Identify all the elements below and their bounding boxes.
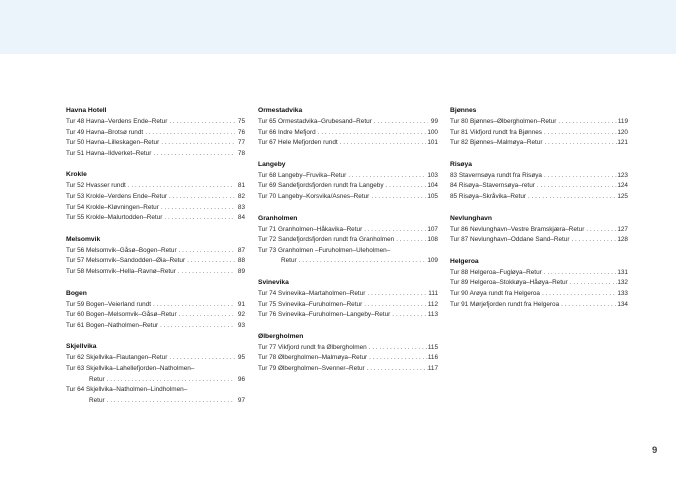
entry-page-number: 116 (427, 354, 438, 362)
entry-title: Tur 67 Hele Mefjorden rundt (258, 139, 338, 147)
toc-entry[interactable] (66, 138, 245, 149)
entry-title: Tur 79 Ølbergholmen–Svenner–Retur (258, 364, 365, 372)
entry-page-number: 76 (237, 128, 245, 136)
entry-page-number: 134 (617, 300, 628, 308)
entry-page-number: 124 (617, 182, 628, 190)
entry-title: Tur 81 Vikfjord rundt fra Bjønnes (450, 128, 542, 136)
dot-leader (526, 192, 617, 203)
entry-page-number: 87 (237, 246, 245, 254)
section-title: Bogen (66, 289, 87, 297)
toc-column-2 (258, 106, 438, 386)
toc-entry[interactable] (258, 128, 438, 139)
entry-page-number: 89 (237, 267, 245, 275)
toc-entry[interactable] (450, 117, 628, 128)
toc-entry[interactable] (450, 138, 628, 149)
dot-leader (159, 138, 235, 149)
toc-entry[interactable] (66, 364, 245, 385)
entry-title: Tur 72 Sandefjordsfjorden rundt fra Granholmen (258, 236, 395, 244)
entry-title-continued: Retur (281, 257, 297, 265)
entry-page-number: 96 (237, 375, 245, 383)
entry-page-number: 117 (427, 364, 438, 372)
toc-section (450, 257, 628, 310)
toc-entry[interactable] (258, 181, 438, 192)
entry-title: Tur 51 Havna–Ildverket–Retur (66, 149, 152, 157)
section-title: Nevlunghavn (450, 214, 492, 222)
entry-page-number: 92 (237, 311, 245, 319)
entry-page-number: 107 (427, 225, 438, 233)
entry-page-number: 108 (427, 236, 438, 244)
entry-title: Tur 56 Melsomvik–Gåsø–Bogen–Retur (66, 246, 177, 254)
toc-entry[interactable] (66, 246, 245, 257)
entry-page-number: 131 (617, 268, 628, 276)
dot-leader (338, 138, 428, 149)
entry-page-number: 88 (237, 257, 245, 265)
dot-leader (151, 300, 235, 311)
dot-leader (384, 181, 428, 192)
dot-leader (167, 192, 235, 203)
dot-leader (542, 268, 618, 279)
dot-leader (143, 128, 235, 139)
entry-title: Tur 61 Bogen–Natholmen–Retur (66, 321, 159, 329)
toc-entry[interactable] (258, 171, 438, 182)
dot-leader (346, 171, 427, 182)
dot-leader (365, 364, 428, 375)
toc-entry[interactable] (66, 310, 245, 321)
dot-leader (369, 192, 427, 203)
toc-section (258, 160, 438, 203)
toc-section (66, 235, 245, 278)
section-title: Helgeroa (450, 257, 479, 265)
toc-column-1 (66, 106, 245, 417)
entry-page-number: 83 (237, 203, 245, 211)
entry-title: Tur 50 Havna–Lilleskagen–Retur (66, 139, 160, 147)
entry-title: Tur 54 Krokle–Kløvningen–Retur (66, 203, 159, 211)
section-title: Risøya (450, 160, 472, 168)
entry-title: Tur 70 Langeby–Korsvika/Asnes–Retur (258, 192, 370, 200)
entry-page-number: 115 (427, 343, 438, 351)
entry-page-number: 105 (427, 192, 438, 200)
entry-title: Tur 82 Bjønnes–Malmøya–Retur (450, 139, 543, 147)
entry-title: Tur 89 Helgeroa–Stokkøya–Håøya–Retur (450, 279, 568, 287)
entry-title: Tur 48 Havna–Verdens Ende–Retur (66, 118, 168, 125)
entry-page-number: 101 (427, 139, 438, 147)
dot-leader (185, 256, 235, 267)
toc-section (66, 342, 245, 406)
section-title: Krokle (66, 171, 87, 179)
dot-leader (394, 235, 427, 246)
toc-section (258, 106, 438, 149)
entry-title: Tur 75 Svinevika–Furuholmen–Retur (258, 300, 363, 308)
entry-page-number: 93 (237, 321, 245, 329)
toc-entry[interactable] (258, 343, 438, 354)
entry-page-number: 111 (428, 289, 438, 297)
toc-entry[interactable] (66, 267, 245, 278)
entry-page-number: 125 (617, 192, 628, 200)
entry-page-number: 75 (237, 118, 245, 125)
entry-page-number: 103 (427, 171, 438, 179)
entry-page-number: 120 (617, 128, 628, 136)
entry-title: Tur 64 Skjellvika–Natholmen–Lindholmen– (66, 386, 188, 394)
toc-entry[interactable] (450, 171, 628, 182)
dot-leader (297, 256, 428, 267)
toc-entry[interactable] (258, 117, 438, 128)
toc-entry[interactable] (258, 353, 438, 364)
dot-leader (390, 310, 428, 321)
toc-section (258, 214, 438, 267)
entry-title: Tur 53 Krokle–Verdens Ende–Retur (66, 192, 168, 200)
toc-entry[interactable] (258, 310, 438, 321)
entry-title: Tur 62 Skjellvika–Flautangen–Retur (66, 354, 168, 362)
dot-leader (559, 300, 617, 311)
entry-page-number: 84 (237, 214, 245, 222)
dot-leader (151, 149, 235, 160)
toc-entry[interactable] (258, 138, 438, 149)
dot-leader (167, 353, 235, 364)
dot-leader (162, 213, 235, 224)
dot-leader (362, 225, 427, 236)
dot-leader (158, 321, 235, 332)
header-band (0, 0, 676, 54)
entry-page-number: 113 (427, 311, 438, 319)
toc-entry[interactable] (66, 300, 245, 311)
entry-page-number: 121 (617, 139, 628, 147)
entry-page-number: 104 (427, 182, 438, 190)
entry-page-number: 128 (617, 236, 628, 244)
toc-section (66, 170, 245, 223)
entry-page-number: 78 (237, 149, 245, 157)
toc-entry[interactable] (66, 128, 245, 139)
entry-page-number: 133 (617, 289, 628, 297)
toc-entry[interactable] (258, 289, 438, 300)
section-title: Langeby (258, 160, 286, 168)
section-title: Bjønnes (450, 107, 477, 114)
toc-entry[interactable] (258, 235, 438, 246)
toc-section (450, 214, 628, 246)
toc-entry[interactable] (258, 192, 438, 203)
dot-leader (584, 225, 617, 236)
entry-title: Tur 77 Vikfjord rundt fra Ølbergholmen (258, 343, 367, 351)
toc-entry[interactable] (258, 364, 438, 375)
dot-leader (105, 375, 235, 386)
entry-title: Tur 90 Arøya rundt fra Helgeroa (450, 289, 540, 297)
dot-leader (372, 117, 428, 128)
section-title: Svinevika (258, 278, 289, 286)
entry-title: Tur 59 Bogen–Veierland rundt (66, 300, 152, 308)
entry-page-number: 119 (617, 118, 628, 125)
toc-entry[interactable] (450, 181, 628, 192)
section-title: Melsomvik (66, 235, 101, 243)
dot-leader (542, 171, 617, 182)
toc-section (258, 278, 438, 321)
entry-title: Tur 87 Nevlunghavn–Oddane Sand–Retur (450, 236, 570, 244)
toc-section (450, 106, 628, 149)
toc-entry[interactable] (450, 225, 628, 236)
section-title: Havna Hotell (66, 107, 107, 114)
entry-page-number: 132 (617, 279, 628, 287)
entry-page-number: 77 (237, 139, 245, 147)
toc-entry[interactable] (66, 256, 245, 267)
toc-section (450, 160, 628, 203)
entry-title: 85 Risøya–Skråvika–Retur (450, 192, 527, 200)
dot-leader (535, 181, 617, 192)
entry-title: 83 Stavernsøya rundt fra Risøya (450, 171, 542, 179)
dot-leader (176, 267, 235, 278)
dot-leader (105, 396, 235, 407)
dot-leader (316, 128, 428, 139)
toc-entry[interactable] (66, 321, 245, 332)
toc-section (258, 332, 438, 375)
section-title: Ølbergholmen (258, 332, 304, 340)
entry-title: Tur 49 Havna–Brotsø rundt (66, 128, 144, 136)
dot-leader (568, 278, 618, 289)
dot-leader (177, 310, 235, 321)
entry-title: Tur 88 Helgeroa–Fugløya–Retur (450, 268, 542, 276)
entry-title: Tur 68 Langeby–Fruvika–Retur (258, 171, 347, 179)
toc-entry[interactable] (450, 289, 628, 300)
entry-page-number: 127 (617, 225, 628, 233)
dot-leader (365, 289, 428, 300)
entry-title: Tur 66 Indre Mefjord (258, 128, 316, 136)
section-title: Skjellvika (66, 343, 97, 351)
toc-entry[interactable] (66, 117, 245, 128)
toc-entry[interactable] (66, 181, 245, 192)
toc-column-3 (450, 106, 628, 321)
entry-page-number: 99 (430, 118, 438, 125)
entry-title: Tur 73 Granholmen –Furuholmen–Uleholmen– (258, 246, 391, 254)
dot-leader (159, 203, 235, 214)
dot-leader (362, 300, 428, 311)
entry-page-number: 112 (427, 300, 438, 308)
entry-page-number: 95 (237, 354, 245, 362)
toc-section (66, 106, 245, 159)
entry-title: Tur 55 Krokle–Malurtodden–Retur (66, 214, 163, 222)
entry-title: Tur 65 Ormestadvika–Grubesand–Retur (258, 118, 372, 125)
entry-title: 84 Risøya–Stavernsøya–retur (450, 182, 535, 190)
toc-entry[interactable] (66, 192, 245, 203)
dot-leader (570, 235, 618, 246)
toc-entry[interactable] (66, 203, 245, 214)
entry-title: Tur 91 Mørjefjorden rundt fra Helgeroa (450, 300, 560, 308)
entry-title: Tur 58 Melsomvik–Hella–Ravnø–Retur (66, 267, 176, 275)
entry-title: Tur 76 Svinevika–Furuholmen–Langeby–Retur (258, 311, 391, 319)
dot-leader (542, 128, 617, 139)
toc-entry[interactable] (66, 385, 245, 406)
entry-page-number: 97 (237, 396, 245, 404)
dot-leader (367, 353, 428, 364)
entry-title-continued: Retur (89, 396, 105, 404)
entry-page-number: 109 (427, 257, 438, 265)
dot-leader (367, 343, 428, 354)
entry-title: Tur 57 Melsomvik–Sandodden–Øia–Retur (66, 257, 186, 265)
section-title: Ormestadvika (258, 107, 303, 114)
toc-entry[interactable] (450, 128, 628, 139)
entry-title: Tur 63 Skjellvika–Lahellefjorden–Natholmen– (66, 364, 195, 372)
dot-leader (540, 289, 617, 300)
toc-entry[interactable] (450, 268, 628, 279)
entry-title: Tur 78 Ølbergholmen–Malmøya–Retur (258, 354, 368, 362)
dot-leader (126, 181, 235, 192)
toc-entry[interactable] (450, 278, 628, 289)
toc-entry[interactable] (66, 213, 245, 224)
entry-page-number: 81 (237, 182, 245, 190)
entry-title: Tur 60 Bogen–Melsomvik–Gåsø–Retur (66, 311, 177, 319)
toc-entry[interactable] (66, 353, 245, 364)
entry-page-number: 100 (427, 128, 438, 136)
entry-page-number: 123 (617, 171, 628, 179)
toc-entry[interactable] (258, 300, 438, 311)
toc-section (66, 289, 245, 332)
toc-entry[interactable] (258, 246, 438, 267)
entry-title: Tur 71 Granholmen–Håkavika–Retur (258, 225, 363, 233)
entry-title: Tur 80 Bjønnes–Ølbergholmen–Retur (450, 118, 557, 125)
entry-title: Tur 86 Nevlunghavn–Vestre Bramskjæra–Retur (450, 225, 585, 233)
dot-leader (542, 138, 617, 149)
page-number: 9 (652, 445, 658, 456)
toc-entry[interactable] (450, 235, 628, 246)
entry-page-number: 91 (237, 300, 245, 308)
entry-page-number: 82 (237, 192, 245, 200)
dot-leader (167, 117, 235, 128)
toc-entry[interactable] (66, 149, 245, 160)
dot-leader (556, 117, 617, 128)
entry-title-continued: Retur (89, 375, 105, 383)
toc-entry[interactable] (450, 300, 628, 311)
toc-entry[interactable] (450, 192, 628, 203)
section-title: Granholmen (258, 214, 298, 222)
entry-title: Tur 74 Svinevika–Martaholmen–Retur (258, 289, 366, 297)
toc-entry[interactable] (258, 225, 438, 236)
dot-leader (177, 246, 235, 257)
entry-title: Tur 52 Hvasser rundt (66, 182, 126, 190)
entry-title: Tur 69 Sandefjordsfjorden rundt fra Langeby (258, 182, 384, 190)
